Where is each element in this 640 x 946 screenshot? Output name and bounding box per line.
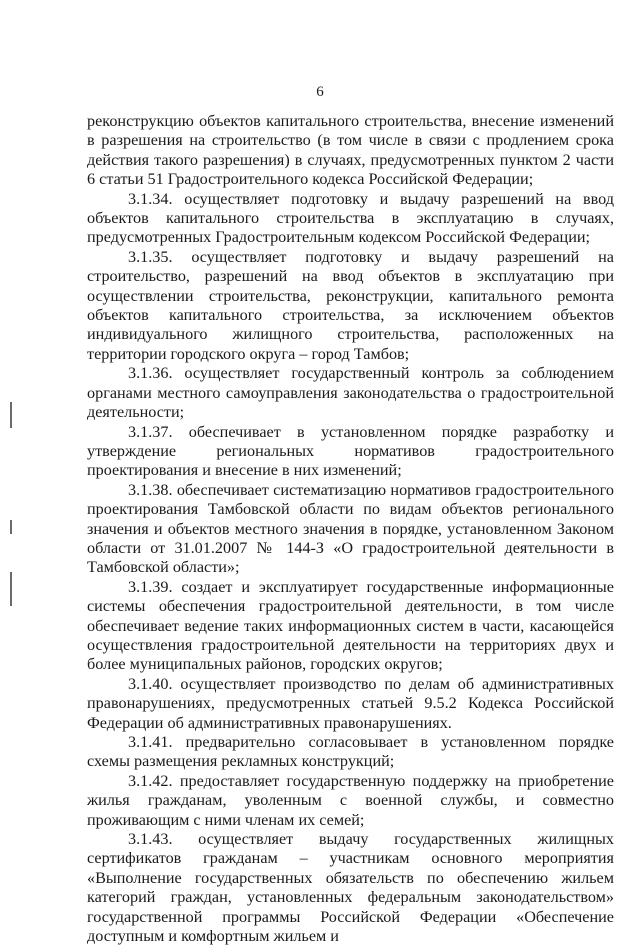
- scan-edge-mark: [10, 402, 12, 428]
- paragraph-3-1-35: 3.1.35. осуществляет подготовку и выдачу разрешений на строительство, разрешений на ввод объектов в эксплуатацию при осуществлении строительства, реконструкции, капитального ремонта объектов капитального строительства, за исключением объектов индивидуального жилищного строительства, расположенных на территории городского округа – город Тамбов;: [87, 247, 614, 363]
- page-number: 6: [316, 84, 324, 100]
- paragraph-3-1-40: 3.1.40. осуществляет производство по делам об административных правонарушениях, предусмотренных статьей 9.5.2 Кодекса Российской Федерации об административных правонарушениях.: [87, 674, 614, 732]
- paragraph-3-1-43: 3.1.43. осуществляет выдачу государственных жилищных сертификатов гражданам – участникам основного мероприятия «Выполнение государственных обязательств по обеспечению жильем категорий граждан, установленных федеральным законодательством» государственной программы Российской Федерации «Обеспечение доступным и комфортным жильем и: [87, 830, 614, 946]
- scan-edge-mark: [10, 572, 12, 606]
- scan-edge-mark: [10, 520, 12, 534]
- paragraph-3-1-38: 3.1.38. обеспечивает систематизацию нормативов градостроительного проектирования Тамбовской области по видам объектов регионального значения и объектов местного значения в порядке, установленном Законом области от 31.01.2007 № 144-З «О градостроительной деятельности в Тамбовской области»;: [87, 480, 614, 577]
- paragraph-3-1-37: 3.1.37. обеспечивает в установленном порядке разработку и утверждение региональных нормативов градостроительного проектирования и внесение в них изменений;: [87, 422, 614, 480]
- paragraph-3-1-39: 3.1.39. создает и эксплуатирует государственные информационные системы обеспечения градостроительной деятельности, в том числе обеспечивает ведение таких информационных систем в части, касающейся осуществления градостроительной деятельности на территориях двух и более муниципальных районов, городских округов;: [87, 577, 614, 674]
- paragraph-3-1-41: 3.1.41. предварительно согласовывает в установленном порядке схемы размещения рекламных конструкций;: [87, 733, 614, 771]
- document-body: [87, 112, 614, 946]
- paragraph-continuation: реконструкцию объектов капитального строительства, внесение изменений в разрешения на строительство (в том числе в связи с продлением срока действия такого разрешения) в случаях, предусмотренных пунктом 2 части 6 статьи 51 Градостроительного кодекса Российской Федерации;: [87, 112, 614, 189]
- paragraph-3-1-42: 3.1.42. предоставляет государственную поддержку на приобретение жилья гражданам, уволенным с военной службы, и совместно проживающим с ними членам их семей;: [87, 771, 614, 829]
- paragraph-3-1-36: 3.1.36. осуществляет государственный контроль за соблюдением органами местного самоуправления законодательства о градостроительной деятельности;: [87, 364, 614, 422]
- paragraph-3-1-34: 3.1.34. осуществляет подготовку и выдачу разрешений на ввод объектов капитального строительства в эксплуатацию в случаях, предусмотренных Градостроительным кодексом Российской Федерации;: [87, 189, 614, 247]
